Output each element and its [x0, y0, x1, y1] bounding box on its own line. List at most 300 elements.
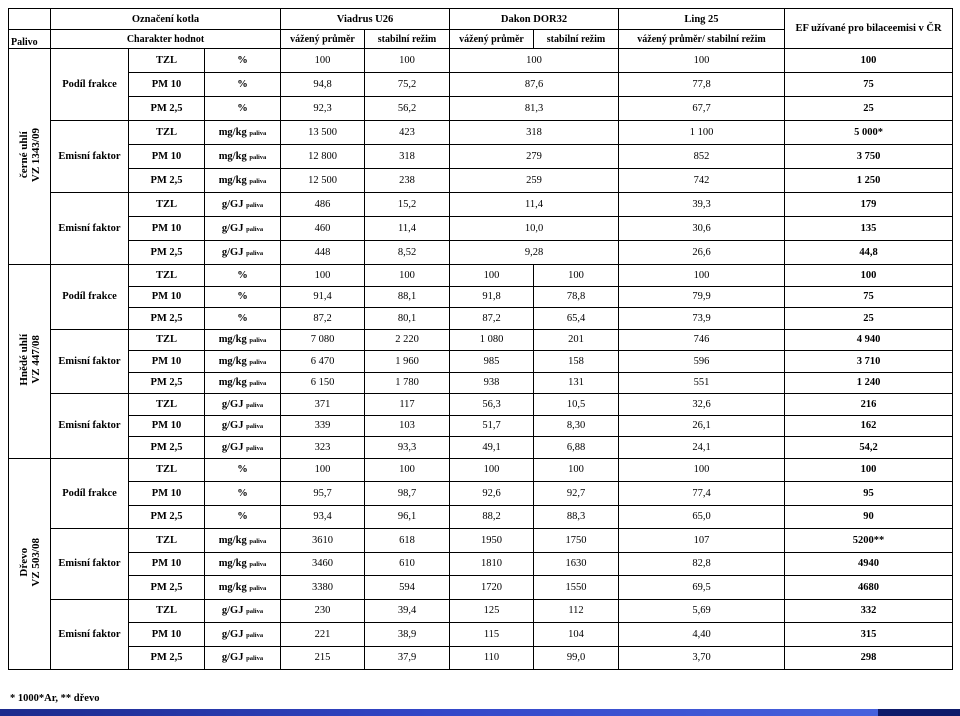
- viadrus-weighted-cell: 460: [281, 217, 365, 241]
- unit-text: g/GJ: [221, 223, 244, 234]
- viadrus-stable-cell: 11,4: [365, 217, 450, 241]
- unit-cell: [205, 372, 281, 394]
- ef-value-cell: 100: [785, 458, 953, 482]
- ling-value-cell: 65,0: [619, 505, 785, 529]
- unit-subscript: paliva: [249, 537, 267, 545]
- ling-value-cell: 1 100: [619, 121, 785, 145]
- parameter-cell: PM 10: [129, 286, 205, 308]
- dakon-stable-cell: 8,30: [534, 415, 619, 437]
- dakon-weighted-cell: 51,7: [450, 415, 534, 437]
- table-row: [9, 623, 953, 647]
- palivo-header: Palivo: [9, 30, 51, 49]
- group-label: Emisní faktor: [51, 529, 129, 600]
- unit-text: %: [237, 464, 248, 476]
- dakon-value-cell: 9,28: [450, 241, 619, 265]
- dakon-stable-cell: 158: [534, 351, 619, 373]
- viadrus-weighted-cell: 91,4: [281, 286, 365, 308]
- viadrus-weighted-cell: 6 470: [281, 351, 365, 373]
- ef-value-cell: 54,2: [785, 437, 953, 459]
- group-label: Emisní faktor: [51, 599, 129, 670]
- parameter-cell: PM 2,5: [129, 437, 205, 459]
- dakon-weighted-cell: 1810: [450, 552, 534, 576]
- boiler-viadrus-header: Viadrus U26: [281, 9, 450, 30]
- group-label: Emisní faktor: [51, 193, 129, 265]
- unit-cell: [205, 576, 281, 600]
- viadrus-weighted-cell: 95,7: [281, 482, 365, 506]
- dakon-value-cell: 11,4: [450, 193, 619, 217]
- dakon-weighted-cell: 115: [450, 623, 534, 647]
- dakon-value-cell: 318: [450, 121, 619, 145]
- parameter-cell: TZL: [129, 265, 205, 287]
- dakon-value-cell: 279: [450, 145, 619, 169]
- unit-cell: [205, 329, 281, 351]
- viadrus-stable-cell: 318: [365, 145, 450, 169]
- ling-value-cell: 77,8: [619, 73, 785, 97]
- dakon-weighted-cell: 1950: [450, 529, 534, 553]
- unit-subscript: paliva: [249, 178, 267, 185]
- dakon-weighted-cell: 100: [450, 265, 534, 287]
- unit-cell: [205, 552, 281, 576]
- ling-value-cell: 852: [619, 145, 785, 169]
- unit-subscript: paliva: [246, 250, 264, 257]
- bottom-accent-bar-right: [878, 709, 960, 716]
- unit-cell: [205, 437, 281, 459]
- unit-subscript: paliva: [249, 337, 267, 345]
- table-row: [9, 529, 953, 553]
- viadrus-weighted-cell: 12 800: [281, 145, 365, 169]
- viadrus-stable-cell: 88,1: [365, 286, 450, 308]
- parameter-cell: PM 2,5: [129, 169, 205, 193]
- ef-value-cell: 216: [785, 394, 953, 416]
- ling-value-cell: 73,9: [619, 308, 785, 330]
- parameter-cell: TZL: [129, 121, 205, 145]
- unit-cell: [205, 529, 281, 553]
- unit-cell: [205, 217, 281, 241]
- viadrus-weighted-cell: 448: [281, 241, 365, 265]
- table-row: [9, 351, 953, 373]
- unit-text: mg/kg: [218, 534, 247, 546]
- dakon-stable-cell: 1750: [534, 529, 619, 553]
- parameter-cell: PM 10: [129, 552, 205, 576]
- ling-values-header: vážený průměr/ stabilní režim: [619, 30, 785, 49]
- viadrus-weighted-cell: 371: [281, 394, 365, 416]
- table-row: [9, 329, 953, 351]
- dakon-stable-cell: 92,7: [534, 482, 619, 506]
- table-row: [9, 169, 953, 193]
- parameter-cell: TZL: [129, 394, 205, 416]
- table-row: [9, 73, 953, 97]
- viadrus-stable-cell: 8,52: [365, 241, 450, 265]
- unit-text: mg/kg: [218, 334, 247, 346]
- viadrus-stable-cell: 75,2: [365, 73, 450, 97]
- viadrus-stable-cell: 618: [365, 529, 450, 553]
- viadrus-weighted-cell: 13 500: [281, 121, 365, 145]
- table-row: [9, 482, 953, 506]
- unit-text: mg/kg: [218, 151, 247, 162]
- ling-value-cell: 3,70: [619, 646, 785, 670]
- dakon-stable-cell: 131: [534, 372, 619, 394]
- unit-cell: [205, 193, 281, 217]
- dakon-stable-cell: 201: [534, 329, 619, 351]
- fuel-code: VZ 1343/09: [29, 127, 42, 183]
- ling-value-cell: 596: [619, 351, 785, 373]
- dakon-stable-cell: 99,0: [534, 646, 619, 670]
- unit-text: %: [237, 511, 248, 523]
- viadrus-stable-cell: 98,7: [365, 482, 450, 506]
- unit-text: g/GJ: [221, 420, 244, 432]
- dakon-stable-cell: 112: [534, 599, 619, 623]
- unit-text: g/GJ: [221, 247, 244, 258]
- emission-factors-table: [8, 8, 953, 670]
- dakon-stable-cell: 78,8: [534, 286, 619, 308]
- table-row: [9, 308, 953, 330]
- viadrus-stable-cell: 238: [365, 169, 450, 193]
- ling-value-cell: 100: [619, 265, 785, 287]
- ef-value-cell: 95: [785, 482, 953, 506]
- parameter-cell: PM 10: [129, 482, 205, 506]
- ef-value-cell: 179: [785, 193, 953, 217]
- group-label: Podíl frakce: [51, 49, 129, 121]
- viadrus-stable-cell: 594: [365, 576, 450, 600]
- unit-subscript: paliva: [246, 401, 264, 409]
- dakon-weighted-cell: 938: [450, 372, 534, 394]
- ling-value-cell: 82,8: [619, 552, 785, 576]
- fuel-name: Hnědé uhlí: [17, 333, 30, 386]
- ef-value-cell: 100: [785, 49, 953, 73]
- unit-subscript: paliva: [246, 631, 264, 639]
- unit-cell: [205, 241, 281, 265]
- ef-value-cell: 315: [785, 623, 953, 647]
- parameter-cell: PM 2,5: [129, 372, 205, 394]
- ef-value-cell: 135: [785, 217, 953, 241]
- ling-value-cell: 30,6: [619, 217, 785, 241]
- ef-value-cell: 4 940: [785, 329, 953, 351]
- unit-text: g/GJ: [221, 605, 244, 617]
- ling-value-cell: 32,6: [619, 394, 785, 416]
- unit-cell: [205, 415, 281, 437]
- ef-value-cell: 5200**: [785, 529, 953, 553]
- parameter-cell: PM 2,5: [129, 97, 205, 121]
- dakon-stable-cell: 6,88: [534, 437, 619, 459]
- viadrus-stable-cell: 2 220: [365, 329, 450, 351]
- parameter-cell: PM 10: [129, 145, 205, 169]
- boiler-label-header: Označení kotla: [51, 9, 281, 30]
- parameter-cell: PM 2,5: [129, 646, 205, 670]
- ling-value-cell: 26,1: [619, 415, 785, 437]
- unit-subscript: paliva: [246, 444, 264, 452]
- dakon-weighted-cell: 1 080: [450, 329, 534, 351]
- viadrus-stable-cell: 1 960: [365, 351, 450, 373]
- viadrus-stable-header: stabilní režim: [365, 30, 450, 49]
- fuel-name: černé uhlí: [17, 131, 30, 179]
- ef-value-cell: 3 710: [785, 351, 953, 373]
- table-row: [9, 121, 953, 145]
- unit-cell: [205, 505, 281, 529]
- parameter-cell: PM 2,5: [129, 576, 205, 600]
- viadrus-weighted-cell: 87,2: [281, 308, 365, 330]
- unit-cell: [205, 308, 281, 330]
- unit-text: g/GJ: [221, 441, 244, 453]
- ling-value-cell: 26,6: [619, 241, 785, 265]
- unit-cell: [205, 286, 281, 308]
- ling-value-cell: 4,40: [619, 623, 785, 647]
- table-row: [9, 217, 953, 241]
- unit-text: g/GJ: [221, 628, 244, 640]
- ef-value-cell: 25: [785, 97, 953, 121]
- unit-text: %: [237, 487, 248, 499]
- viadrus-weighted-cell: 100: [281, 458, 365, 482]
- viadrus-stable-cell: 37,9: [365, 646, 450, 670]
- viadrus-stable-cell: 80,1: [365, 308, 450, 330]
- table-row: [9, 372, 953, 394]
- dakon-stable-cell: 100: [534, 265, 619, 287]
- unit-text: g/GJ: [221, 652, 244, 664]
- viadrus-stable-cell: 39,4: [365, 599, 450, 623]
- group-label: Emisní faktor: [51, 121, 129, 193]
- table-row: [9, 265, 953, 287]
- parameter-cell: PM 10: [129, 73, 205, 97]
- unit-subscript: paliva: [246, 608, 264, 616]
- ling-value-cell: 24,1: [619, 437, 785, 459]
- table-row: [9, 97, 953, 121]
- viadrus-weighted-cell: 100: [281, 265, 365, 287]
- fuel-code: VZ 503/08: [29, 537, 42, 587]
- ling-value-cell: 69,5: [619, 576, 785, 600]
- group-label: Podíl frakce: [51, 458, 129, 529]
- dakon-weighted-cell: 56,3: [450, 394, 534, 416]
- unit-subscript: paliva: [249, 358, 267, 366]
- ling-value-cell: 5,69: [619, 599, 785, 623]
- viadrus-weighted-cell: 94,8: [281, 73, 365, 97]
- dakon-value-cell: 81,3: [450, 97, 619, 121]
- viadrus-weighted-cell: 93,4: [281, 505, 365, 529]
- dakon-value-cell: 259: [450, 169, 619, 193]
- table-row: [9, 576, 953, 600]
- ling-value-cell: 746: [619, 329, 785, 351]
- unit-subscript: paliva: [246, 423, 264, 431]
- fuel-label: [18, 128, 42, 182]
- ling-value-cell: 742: [619, 169, 785, 193]
- viadrus-stable-cell: 103: [365, 415, 450, 437]
- blank-corner: [9, 9, 51, 30]
- unit-subscript: paliva: [249, 584, 267, 592]
- dakon-stable-cell: 104: [534, 623, 619, 647]
- viadrus-stable-cell: 423: [365, 121, 450, 145]
- ef-value-cell: 1 250: [785, 169, 953, 193]
- viadrus-stable-cell: 93,3: [365, 437, 450, 459]
- unit-text: %: [237, 312, 248, 324]
- table-row: [9, 505, 953, 529]
- parameter-cell: PM 10: [129, 217, 205, 241]
- footnote: * 1000*Ar, ** dřevo: [10, 693, 100, 704]
- unit-cell: [205, 49, 281, 73]
- unit-text: %: [237, 79, 248, 90]
- viadrus-weighted-cell: 92,3: [281, 97, 365, 121]
- dakon-weighted-cell: 91,8: [450, 286, 534, 308]
- viadrus-stable-cell: 96,1: [365, 505, 450, 529]
- unit-text: mg/kg: [218, 581, 247, 593]
- unit-cell: [205, 458, 281, 482]
- group-label: Emisní faktor: [51, 394, 129, 459]
- dakon-value-cell: 87,6: [450, 73, 619, 97]
- viadrus-weighted-cell: 339: [281, 415, 365, 437]
- ef-value-cell: 25: [785, 308, 953, 330]
- fuel-cell: [9, 458, 51, 670]
- viadrus-weighted-cell: 230: [281, 599, 365, 623]
- unit-subscript: paliva: [249, 380, 267, 388]
- fuel-cell: [9, 49, 51, 265]
- viadrus-weighted-header: vážený průměr: [281, 30, 365, 49]
- fuel-label: [18, 538, 42, 587]
- dakon-stable-header: stabilní režim: [534, 30, 619, 49]
- parameter-cell: PM 2,5: [129, 505, 205, 529]
- ling-value-cell: 39,3: [619, 193, 785, 217]
- table-row: [9, 415, 953, 437]
- unit-cell: [205, 623, 281, 647]
- dakon-stable-cell: 100: [534, 458, 619, 482]
- ling-value-cell: 100: [619, 49, 785, 73]
- dakon-value-cell: 100: [450, 49, 619, 73]
- unit-subscript: paliva: [246, 655, 264, 663]
- viadrus-weighted-cell: 3380: [281, 576, 365, 600]
- dakon-weighted-cell: 100: [450, 458, 534, 482]
- parameter-cell: PM 10: [129, 351, 205, 373]
- unit-text: %: [237, 291, 248, 303]
- viadrus-stable-cell: 610: [365, 552, 450, 576]
- ef-value-cell: 1 240: [785, 372, 953, 394]
- dakon-weighted-cell: 985: [450, 351, 534, 373]
- table-row: [9, 599, 953, 623]
- viadrus-weighted-cell: 12 500: [281, 169, 365, 193]
- parameter-cell: PM 10: [129, 623, 205, 647]
- parameter-cell: TZL: [129, 599, 205, 623]
- ling-value-cell: 551: [619, 372, 785, 394]
- unit-subscript: paliva: [249, 154, 267, 161]
- ef-value-cell: 332: [785, 599, 953, 623]
- unit-cell: [205, 482, 281, 506]
- boiler-dakon-header: Dakon DOR32: [450, 9, 619, 30]
- ef-value-cell: 4680: [785, 576, 953, 600]
- charakter-header: Charakter hodnot: [51, 30, 281, 49]
- ling-value-cell: 107: [619, 529, 785, 553]
- unit-cell: [205, 265, 281, 287]
- ef-value-cell: 3 750: [785, 145, 953, 169]
- table-row: [9, 49, 953, 73]
- dakon-weighted-cell: 88,2: [450, 505, 534, 529]
- ef-value-cell: 75: [785, 73, 953, 97]
- unit-text: %: [237, 55, 248, 66]
- viadrus-weighted-cell: 3460: [281, 552, 365, 576]
- fuel-name: Dřevo: [17, 547, 30, 577]
- boiler-ling-header: Ling 25: [619, 9, 785, 30]
- ef-value-cell: 75: [785, 286, 953, 308]
- table-row: [9, 437, 953, 459]
- viadrus-weighted-cell: 323: [281, 437, 365, 459]
- parameter-cell: PM 2,5: [129, 308, 205, 330]
- table-row: [9, 458, 953, 482]
- viadrus-stable-cell: 117: [365, 394, 450, 416]
- table-row: [9, 286, 953, 308]
- table-row: [9, 394, 953, 416]
- dakon-weighted-cell: 49,1: [450, 437, 534, 459]
- unit-text: %: [237, 103, 248, 114]
- unit-text: mg/kg: [218, 175, 247, 186]
- dakon-stable-cell: 65,4: [534, 308, 619, 330]
- viadrus-weighted-cell: 221: [281, 623, 365, 647]
- unit-subscript: paliva: [249, 561, 267, 569]
- ling-value-cell: 100: [619, 458, 785, 482]
- unit-cell: [205, 394, 281, 416]
- dakon-stable-cell: 88,3: [534, 505, 619, 529]
- viadrus-stable-cell: 100: [365, 265, 450, 287]
- unit-cell: [205, 599, 281, 623]
- parameter-cell: TZL: [129, 49, 205, 73]
- unit-subscript: paliva: [249, 130, 267, 137]
- ef-value-cell: 44,8: [785, 241, 953, 265]
- viadrus-weighted-cell: 100: [281, 49, 365, 73]
- unit-cell: [205, 73, 281, 97]
- parameter-cell: PM 2,5: [129, 241, 205, 265]
- dakon-weighted-cell: 125: [450, 599, 534, 623]
- unit-text: mg/kg: [218, 127, 247, 138]
- ef-value-cell: 4940: [785, 552, 953, 576]
- parameter-cell: TZL: [129, 458, 205, 482]
- table-row: [9, 646, 953, 670]
- dakon-weighted-cell: 92,6: [450, 482, 534, 506]
- ling-value-cell: 77,4: [619, 482, 785, 506]
- viadrus-weighted-cell: 486: [281, 193, 365, 217]
- ef-value-cell: 298: [785, 646, 953, 670]
- dakon-value-cell: 10,0: [450, 217, 619, 241]
- viadrus-stable-cell: 56,2: [365, 97, 450, 121]
- viadrus-stable-cell: 15,2: [365, 193, 450, 217]
- unit-cell: [205, 145, 281, 169]
- viadrus-stable-cell: 38,9: [365, 623, 450, 647]
- parameter-cell: PM 10: [129, 415, 205, 437]
- ling-value-cell: 67,7: [619, 97, 785, 121]
- unit-cell: [205, 121, 281, 145]
- ling-value-cell: 79,9: [619, 286, 785, 308]
- group-label: Emisní faktor: [51, 329, 129, 394]
- parameter-cell: TZL: [129, 193, 205, 217]
- dakon-weighted-cell: 110: [450, 646, 534, 670]
- viadrus-weighted-cell: 3610: [281, 529, 365, 553]
- dakon-weighted-header: vážený průměr: [450, 30, 534, 49]
- unit-text: %: [237, 269, 248, 281]
- unit-text: g/GJ: [221, 199, 244, 210]
- group-label: Podíl frakce: [51, 265, 129, 330]
- dakon-weighted-cell: 1720: [450, 576, 534, 600]
- viadrus-stable-cell: 100: [365, 458, 450, 482]
- viadrus-weighted-cell: 6 150: [281, 372, 365, 394]
- unit-text: mg/kg: [218, 355, 247, 367]
- fuel-code: VZ 447/08: [29, 335, 42, 385]
- dakon-stable-cell: 1630: [534, 552, 619, 576]
- ef-value-cell: 100: [785, 265, 953, 287]
- dakon-stable-cell: 10,5: [534, 394, 619, 416]
- unit-cell: [205, 97, 281, 121]
- table-row: [9, 241, 953, 265]
- table-row: [9, 145, 953, 169]
- dakon-weighted-cell: 87,2: [450, 308, 534, 330]
- viadrus-stable-cell: 1 780: [365, 372, 450, 394]
- parameter-cell: TZL: [129, 529, 205, 553]
- unit-text: g/GJ: [221, 398, 244, 410]
- unit-text: mg/kg: [218, 558, 247, 570]
- unit-text: mg/kg: [218, 377, 247, 389]
- fuel-cell: [9, 265, 51, 459]
- unit-subscript: paliva: [246, 226, 264, 233]
